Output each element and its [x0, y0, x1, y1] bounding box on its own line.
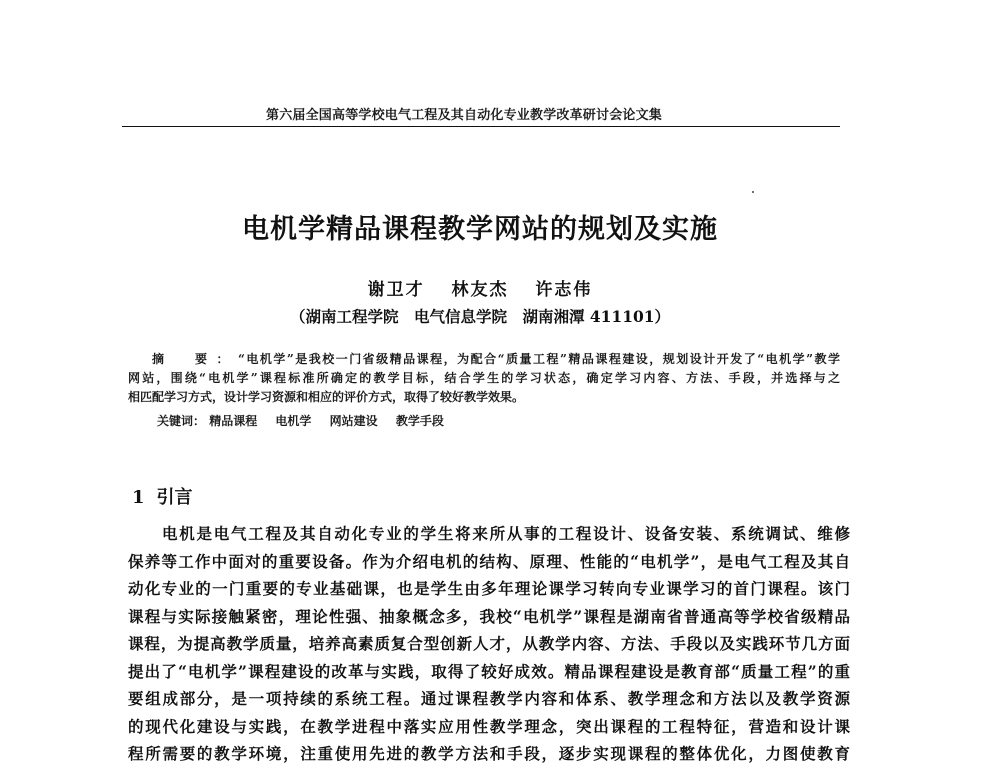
section-number: 1 — [132, 487, 145, 508]
author-list — [0, 275, 960, 300]
body-line: 动化专业的一门重要的专业基础课，也是学生由多年理论课学习转向专业课学习的首门课程。该门 — [128, 579, 850, 598]
body-text — [128, 520, 850, 768]
section-heading — [132, 483, 193, 509]
running-header: 第六届全国高等学校电气工程及其自动化专业教学改革研讨会论文集 — [266, 108, 663, 123]
author-name: 许志伟 — [535, 280, 593, 300]
keywords-label: 关键词： — [157, 414, 206, 428]
keyword-item: 电机学 — [275, 414, 312, 428]
abstract-line: 相匹配学习方式，设计学习资源和相应的评价方式，取得了较好教学效果。 — [128, 390, 525, 404]
paper-title: 电机学精品课程教学网站的规划及实施 — [242, 214, 718, 245]
section-title: 引言 — [156, 487, 193, 508]
author-name: 林友杰 — [451, 280, 509, 300]
keyword-item: 精品课程 — [209, 414, 258, 428]
body-line: 课程与实际接触紧密，理论性强、抽象概念多，我校“电机学”课程是湖南省普通高等学校省级精品 — [128, 606, 850, 626]
body-line: 保养等工作中面对的重要设备。作为介绍电机的结构、原理、性能的“电机学”，是电气工程及其自 — [128, 551, 850, 571]
abstract-line: 摘 要：“电机学”是我校一门省级精品课程，为配合“质量工程”精品课程建设，规划设计开发了“电机学”教学 — [152, 352, 840, 366]
body-line: 电机是电气工程及其自动化专业的学生将来所从事的工程设计、设备安装、系统调试、维修 — [162, 524, 850, 543]
scan-speck — [752, 191, 754, 193]
abstract-label: 摘 要： — [152, 352, 238, 366]
abstract — [128, 350, 840, 407]
affiliation: （湖南工程学院 电气信息学院 湖南湘潭 411101） — [289, 307, 671, 326]
abstract-line: 网站，围绕“电机学”课程标准所确定的教学目标，结合学生的学习状态，确定学习内容、方法、手段，并选择与之 — [128, 371, 840, 385]
keyword-item: 网站建设 — [329, 414, 378, 428]
body-line: 提出了“电机学”课程建设的改革与实践，取得了较好成效。精品课程建设是教育部“质量工程”的重 — [128, 661, 850, 681]
header-rule — [122, 126, 840, 127]
body-line: 课程，为提高教学质量，培养高素质复合型创新人才，从教学内容、方法、手段以及实践环节几方面 — [128, 634, 850, 653]
body-line: 的现代化建设与实践，在教学进程中落实应用性教学理念，突出课程的工程特征，营造和设计课 — [128, 716, 850, 736]
keyword-item: 教学手段 — [395, 414, 444, 428]
body-line: 程所需要的教学环境，注重使用先进的教学方法和手段，逐步实现课程的整体优化，力图使教育 — [128, 744, 850, 763]
keywords — [157, 412, 458, 429]
body-line: 要组成部分，是一项持续的系统工程。通过课程教学内容和体系、教学理念和方法以及教学资源 — [128, 689, 850, 708]
author-name: 谢卫才 — [367, 280, 425, 300]
